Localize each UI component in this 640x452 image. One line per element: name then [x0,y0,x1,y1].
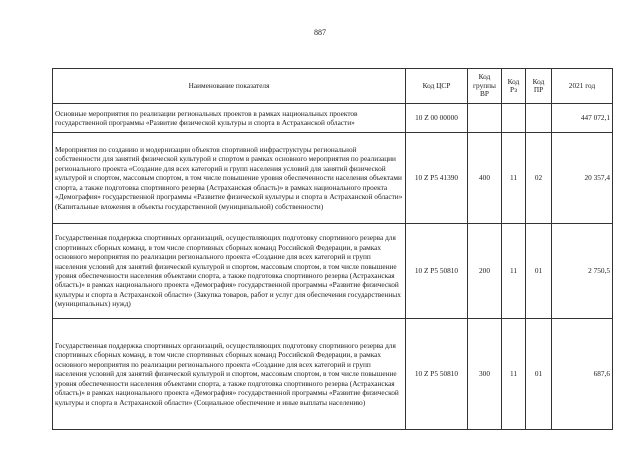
row-vr: 300 [468,319,502,430]
table-header-row [53,69,613,104]
row-rz: 11 [502,319,526,430]
budget-table [52,68,613,430]
header-pr: Код ПР [526,69,552,104]
row-name: Основные мероприятия по реализации региональных проектов в рамках национальных проектов государственной программы «Развитие физической культуры и спорта в Астраханской области» [53,104,406,133]
row-pr [526,104,552,133]
table-row [53,224,613,319]
row-rz [502,104,526,133]
header-year: 2021 год [552,69,613,104]
row-vr [468,104,502,133]
row-pr: 01 [526,319,552,430]
row-name: Государственная поддержка спортивных организаций, осуществляющих подготовку спортивного резерва для спортивных сборных команд, в том числе спортивных сборных команд Российской Федерации, в рамках основного мероприятия по реализации регионального проекта «Создание для всех категорий и групп населения условий для занятий физической культурой и спортом, массовым спортом, в том числе повышение уровня обеспеченности населения объектами спорта, а также подготовка спортивного резерва (Астраханская область)» в рамках национального проекта «Демография» государственной программы «Развитие физической культуры и спорта в Астраханской области» (Закупка товаров, работ и услуг для обеспечения государственных (муниципальных) нужд) [53,224,406,319]
row-name: Мероприятия по созданию и модернизации объектов спортивной инфраструктуры региональной собственности для занятий физической культурой и спортом в рамках основного мероприятия по реализации регионального проекта «Создание для всех категорий и групп населения условий для занятий физической культурой и спортом, массовым спортом, в том числе повышение уровня обеспеченности населения объектами спорта, а также подготовка спортивного резерва (Астраханская область)» в рамках национального проекта «Демография» государственной программы «Развитие физической культуры и спорта в Астраханской области» (Капитальные вложения в объекты государственной (муниципальной) собственности) [53,133,406,224]
row-amount: 20 357,4 [552,133,613,224]
row-csr: 10 Z P5 41390 [406,133,468,224]
row-rz: 11 [502,133,526,224]
row-amount: 447 072,1 [552,104,613,133]
row-pr: 02 [526,133,552,224]
row-vr: 200 [468,224,502,319]
header-name: Наименование показателя [53,69,406,104]
header-rz: Код Рз [502,69,526,104]
row-csr: 10 Z P5 50810 [406,319,468,430]
table-row [53,133,613,224]
header-csr: Код ЦСР [406,69,468,104]
row-vr: 400 [468,133,502,224]
header-vr: Код группы ВР [468,69,502,104]
row-csr: 10 Z 00 00000 [406,104,468,133]
row-rz: 11 [502,224,526,319]
table-row [53,104,613,133]
row-pr: 01 [526,224,552,319]
page-number: 887 [314,28,326,37]
table-row [53,319,613,430]
row-csr: 10 Z P5 50810 [406,224,468,319]
row-name: Государственная поддержка спортивных организаций, осуществляющих подготовку спортивного резерва для спортивных сборных команд, в том числе спортивных сборных команд Российской Федерации, в рамках основного мероприятия по реализации регионального проекта «Создание для всех категорий и групп населения условий для занятий физической культурой и спортом, массовым спортом, в том числе повышение уровня обеспеченности населения объектами спорта, а также подготовка спортивного резерва (Астраханская область)» в рамках национального проекта «Демография» государственной программы «Развитие физической культуры и спорта в Астраханской области» (Социальное обеспечение и иные выплаты населению) [53,319,406,430]
row-amount: 2 750,5 [552,224,613,319]
row-amount: 687,6 [552,319,613,430]
